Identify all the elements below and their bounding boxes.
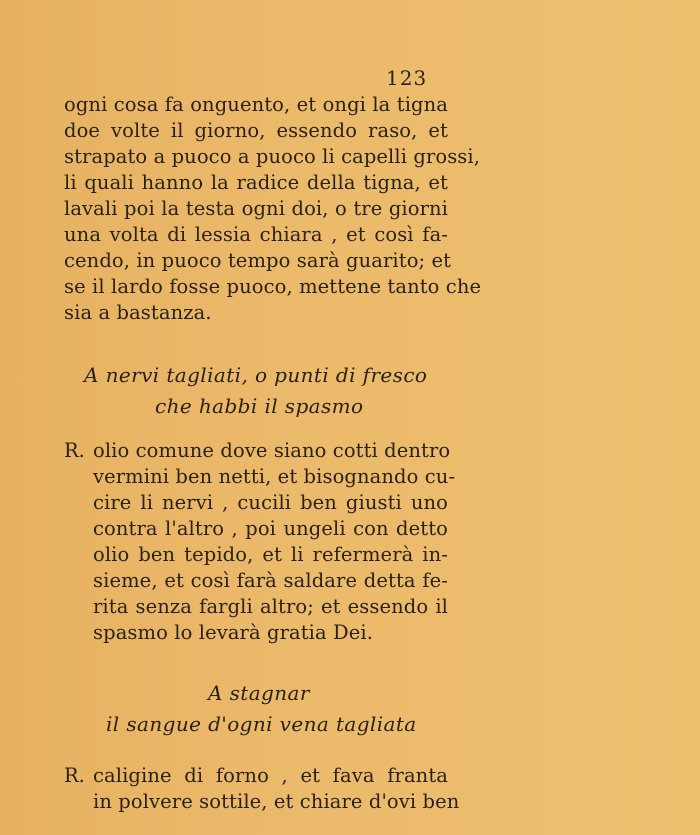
text-line: una volta di lessia chiara , et così fa- (64, 223, 448, 246)
text-line: sieme, et così farà saldare detta fe- (93, 569, 448, 592)
text-line: spasmo lo levarà gratia Dei. (93, 621, 374, 644)
text-line: olio comune dove siano cotti dentro (93, 439, 451, 462)
text-line: vermini ben netti, et bisognando cu- (93, 465, 456, 488)
text-line: li quali hanno la radice della tigna, et (64, 171, 448, 194)
recipe-marker: R. (64, 764, 85, 787)
heading-line: A nervi tagliati, o punti di fresco (84, 363, 428, 387)
text-line: olio ben tepido, et li refermerà in- (93, 543, 448, 566)
text-line: cire li nervi , cucili ben giusti uno (93, 491, 448, 514)
text-line: lavali poi la testa ogni doi, o tre giorni (64, 197, 448, 220)
text-line: sia a bastanza. (64, 301, 212, 324)
text-line: caligine di forno , et fava franta (93, 764, 448, 787)
text-line: contra l'altro , poi ungeli con detto (93, 517, 448, 540)
text-line: rita senza fargli altro; et essendo il (93, 595, 448, 618)
text-line: cendo, in puoco tempo sarà guarito; et (64, 249, 452, 272)
page-number: 123 (386, 66, 428, 90)
text-line: strapato a puoco a puoco li capelli grossi, (64, 145, 481, 168)
heading-line: A stagnar (208, 681, 310, 705)
heading-line: il sangue d'ogni vena tagliata (106, 712, 417, 736)
text-line: se il lardo fosse puoco, mettene tanto che (64, 275, 482, 298)
heading-line: che habbi il spasmo (155, 394, 364, 418)
recipe-marker: R. (64, 439, 85, 462)
text-line: doe volte il giorno, essendo raso, et (64, 119, 448, 142)
text-line: ogni cosa fa onguento, et ongi la tigna (64, 93, 448, 116)
text-line: in polvere sottile, et chiare d'ovi ben (93, 790, 460, 813)
